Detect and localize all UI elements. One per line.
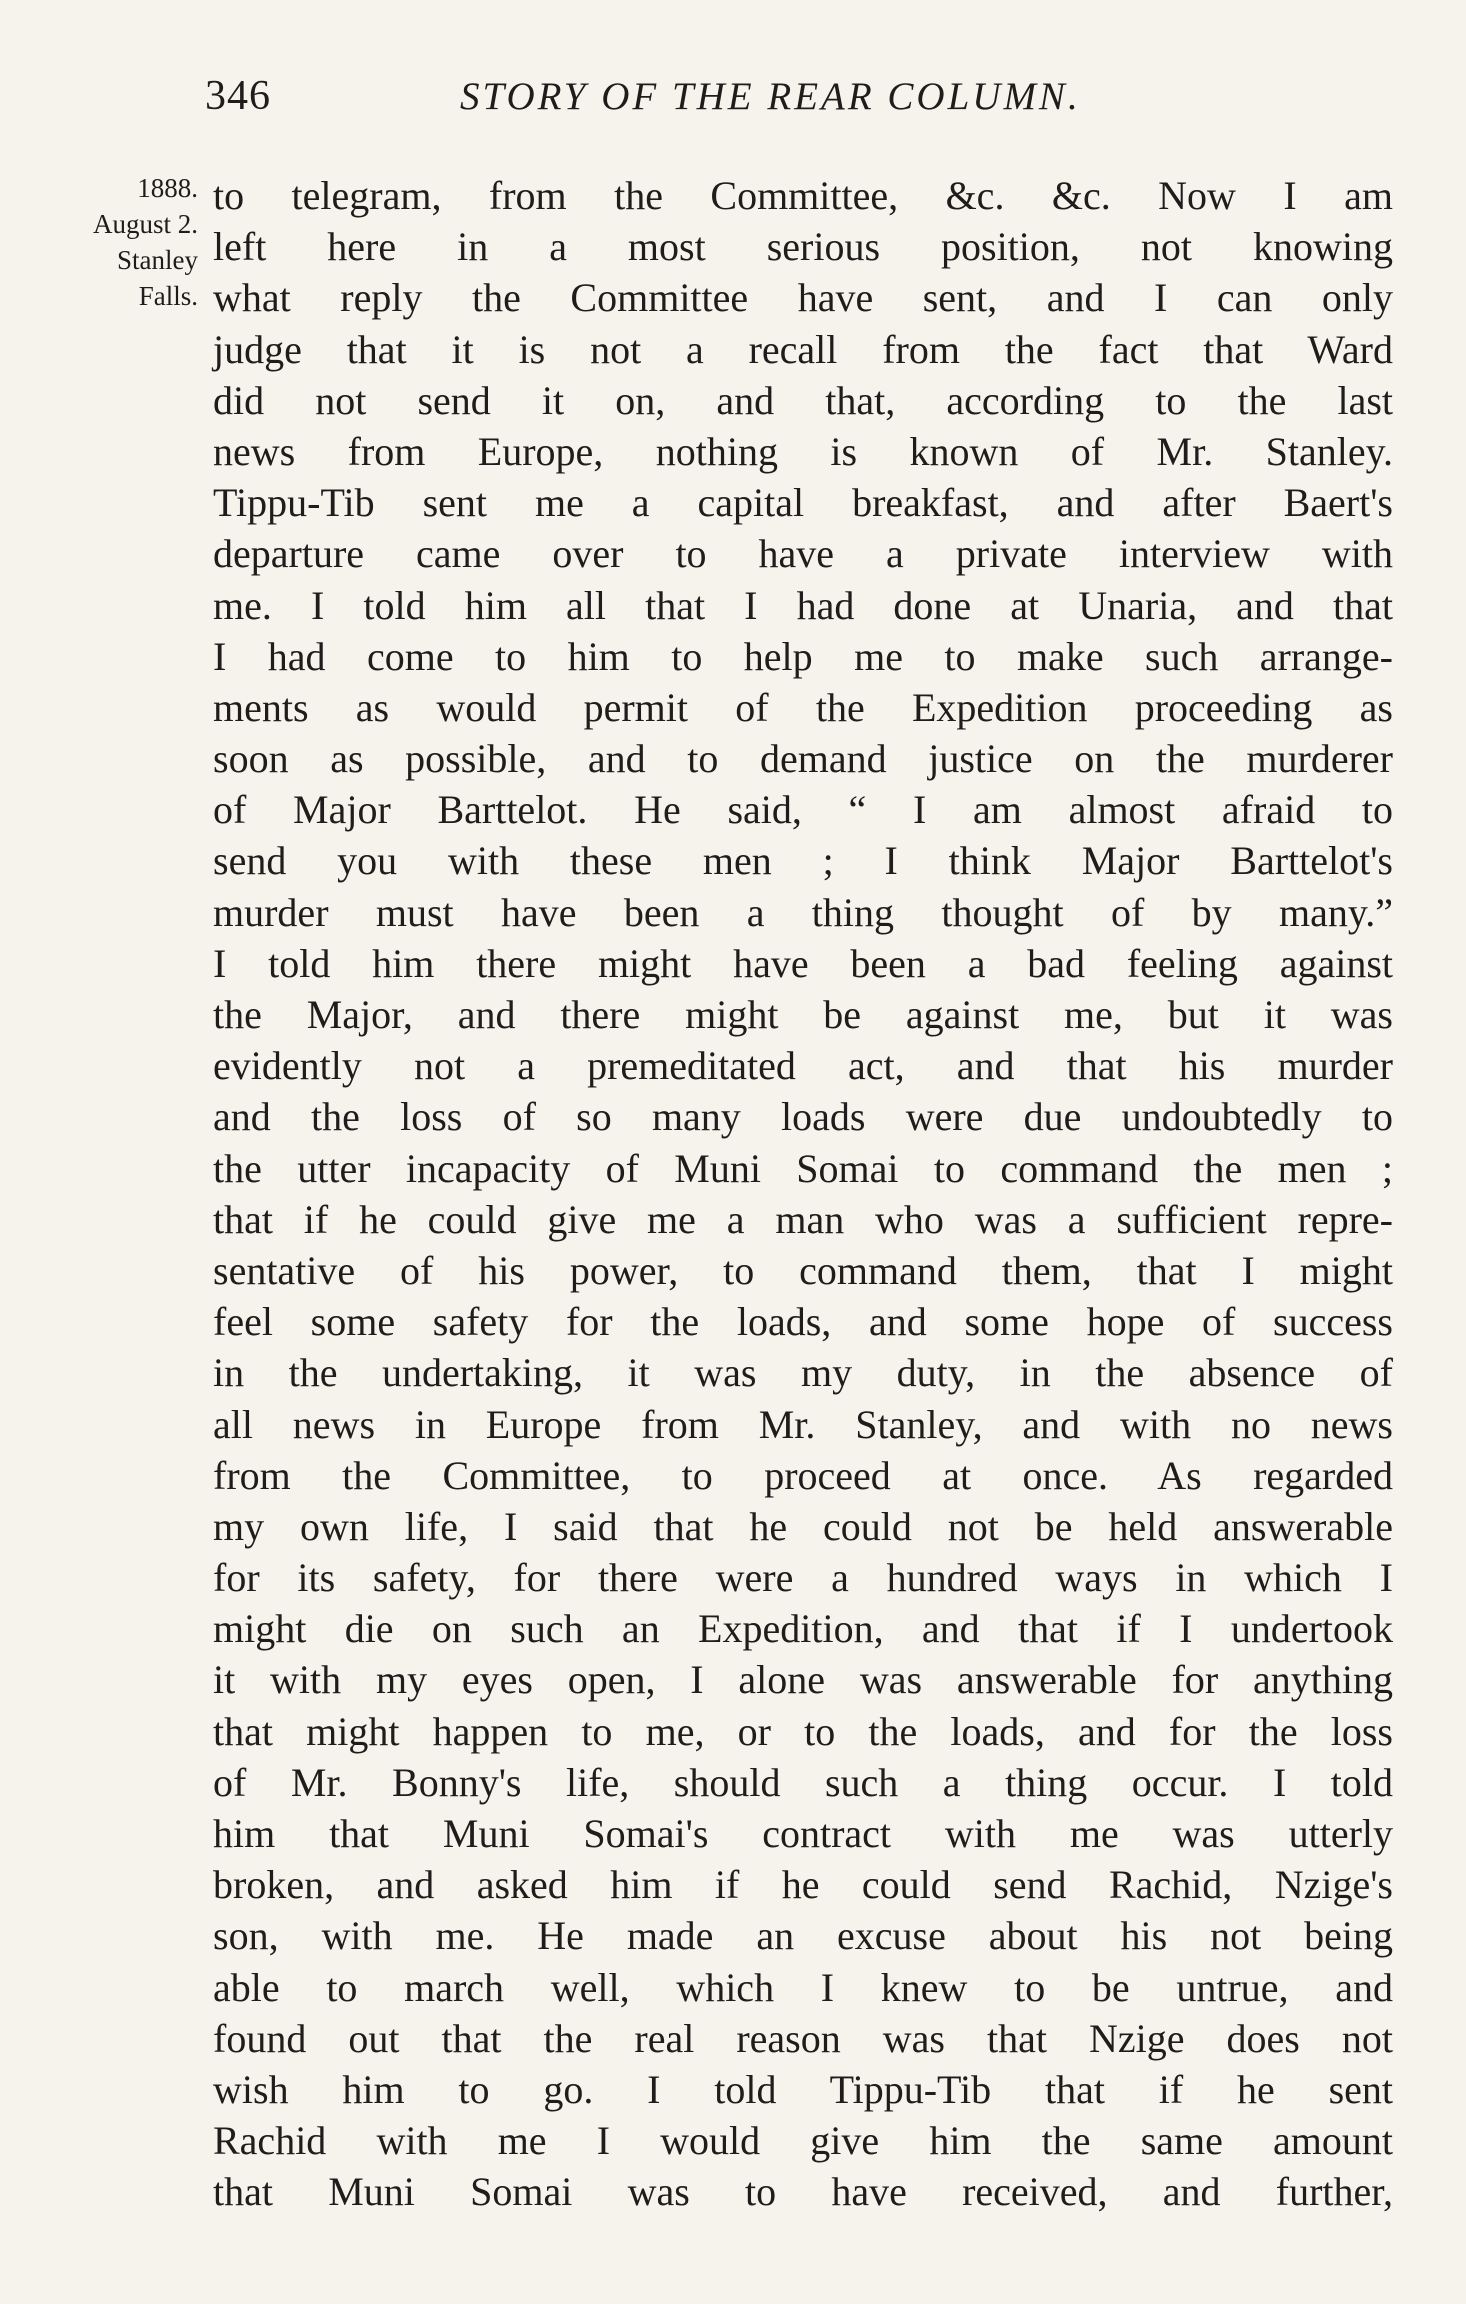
text-line: news from Europe, nothing is known of Mr. Stanley. — [213, 428, 1393, 474]
text-line: broken, and asked him if he could send Rachid, Nzige's — [213, 1862, 1393, 1908]
text-line: him that Muni Somai's contract with me was utterly — [213, 1811, 1393, 1856]
text-line: I told him there might have been a bad feeling against — [213, 940, 1393, 986]
text-line: Tippu-Tib sent me a capital breakfast, and after Baert's — [213, 480, 1393, 526]
text-line: from the Committee, to proceed at once. As regarded — [213, 1452, 1393, 1498]
running-title: STORY OF THE REAR COLUMN. — [460, 75, 1081, 118]
text-line: evidently not a premeditated act, and that his murder — [213, 1043, 1393, 1089]
text-line: that if he could give me a man who was a sufficient repre- — [213, 1196, 1393, 1242]
text-line: me. I told him all that I had done at Unaria, and that — [213, 582, 1393, 628]
text-line: send you with these men ; I think Major Barttelot's — [213, 838, 1393, 884]
margin-note-place-line2: Falls. — [138, 281, 198, 311]
text-line: able to march well, which I knew to be untrue, and — [213, 1964, 1393, 2010]
text-line: I had come to him to help me to make such arrange- — [213, 633, 1393, 679]
text-line: found out that the real reason was that Nzige does not — [213, 2015, 1393, 2061]
margin-note-date: August 2. — [92, 209, 198, 239]
text-line: murder must have been a thing thought of by many.” — [213, 889, 1393, 935]
text-line: all news in Europe from Mr. Stanley, and with no news — [213, 1401, 1393, 1447]
margin-note — [48, 170, 198, 314]
text-line: in the undertaking, it was my duty, in the absence of — [213, 1350, 1393, 1396]
text-line: that Muni Somai was to have received, and further, — [213, 2169, 1393, 2215]
body-text — [213, 170, 1393, 2218]
text-line: that might happen to me, or to the loads, and for the loss — [213, 1708, 1393, 1754]
text-line: sentative of his power, to command them, that I might — [213, 1247, 1393, 1293]
text-line: of Major Barttelot. He said, “ I am almost afraid to — [213, 787, 1393, 833]
text-line: for its safety, for there were a hundred ways in which I — [213, 1555, 1393, 1601]
text-line: departure came over to have a private interview with — [213, 531, 1393, 577]
text-line: feel some safety for the loads, and some hope of success — [213, 1299, 1393, 1345]
margin-note-year: 1888. — [137, 173, 198, 203]
text-line: what reply the Committee have sent, and I can only — [213, 275, 1393, 321]
text-line: wish him to go. I told Tippu-Tib that if he sent — [213, 2066, 1393, 2112]
text-line: soon as possible, and to demand justice on the murderer — [213, 736, 1393, 782]
text-line: and the loss of so many loads were due undoubtedly to — [213, 1094, 1393, 1140]
page-number: 346 — [205, 73, 271, 119]
text-line: left here in a most serious position, not knowing — [213, 224, 1393, 270]
text-line: the utter incapacity of Muni Somai to command the men ; — [213, 1145, 1393, 1191]
text-line: it with my eyes open, I alone was answerable for anything — [213, 1657, 1393, 1703]
running-head — [205, 72, 1395, 128]
text-line: the Major, and there might be against me, but it was — [213, 992, 1393, 1037]
text-line: son, with me. He made an excuse about his not being — [213, 1913, 1393, 1959]
text-line: of Mr. Bonny's life, should such a thing occur. I told — [213, 1759, 1393, 1805]
margin-note-place-line1: Stanley — [117, 245, 198, 275]
text-line: ments as would permit of the Expedition proceeding as — [213, 684, 1393, 730]
text-line: might die on such an Expedition, and that if I undertook — [213, 1606, 1393, 1652]
text-line: judge that it is not a recall from the fact that Ward — [213, 326, 1393, 372]
text-line: did not send it on, and that, according to the last — [213, 377, 1393, 423]
text-line: to telegram, from the Committee, &c. &c. Now I am — [213, 173, 1393, 218]
text-line: Rachid with me I would give him the same amount — [213, 2118, 1393, 2164]
text-line: my own life, I said that he could not be held answerable — [213, 1503, 1393, 1549]
